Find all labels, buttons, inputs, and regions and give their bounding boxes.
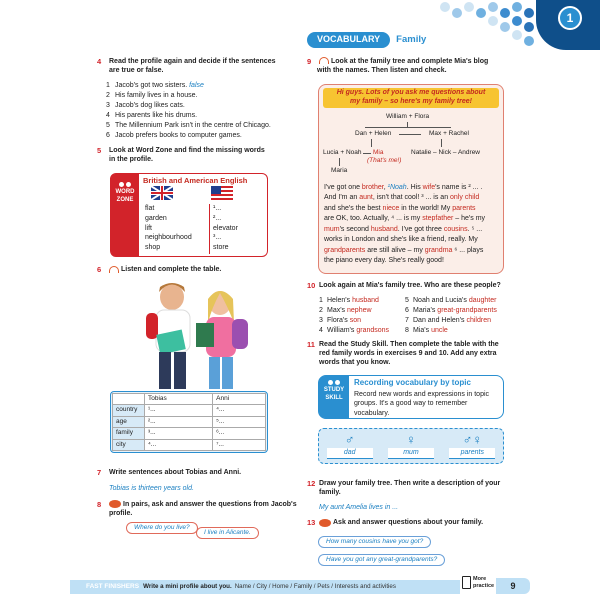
exercise-instruction: family. [319, 489, 341, 497]
table-column [449, 433, 495, 458]
header-decoration [430, 0, 600, 50]
speech-bubble-question: Have you got any great-grandparents? [318, 554, 445, 566]
british-word: neighbourhood [145, 234, 192, 242]
list-item: 2 Max's nephew [319, 306, 372, 314]
exercise-instruction: Listen and complete the table. [121, 266, 222, 274]
list-item: 5 The Millennium Park isn't in the centre of Chicago. [106, 121, 271, 129]
exercise-instruction: Read the Study Skill. Then complete the table with the [319, 341, 499, 348]
list-item: 6 Maria's great-grandparents [405, 306, 497, 314]
american-word: elevator [213, 224, 238, 232]
table-row: city ⁴... ⁷... [113, 439, 266, 450]
table-cell: dad [343, 449, 356, 457]
more-practice-link[interactable]: More practice [462, 576, 494, 589]
answer: false [189, 82, 204, 90]
exercise-number: 4 [97, 57, 102, 66]
fast-finishers-bar [70, 580, 460, 594]
word-zone-tab: WORD ZONE [111, 174, 139, 256]
table-row: family ³... ⁶... [113, 428, 266, 439]
exercise-11 [307, 340, 517, 367]
american-word: ²... [213, 214, 222, 222]
blog-box [318, 84, 504, 274]
exercise-instruction: Read the profile again and decide if the sentences [109, 58, 276, 65]
tree-node: William + Flora [386, 112, 430, 120]
blog-header: Hi guys. Lots of you ask me questions about my family – so here's my family tree! [323, 88, 499, 108]
study-skill-tab: STUDY SKILL [319, 376, 349, 418]
list-item: 4 William's grandsons [319, 327, 390, 335]
exercise-instruction: in the profile. [109, 156, 153, 164]
fast-finishers-topics: Name / City / Home / Family / Pets / Interests and activities [234, 582, 396, 590]
british-word: shop [145, 244, 161, 252]
british-word: garden [145, 214, 167, 222]
photo-tobias-anni [132, 277, 262, 389]
list-item: 6 Jacob prefers books to computer games. [106, 131, 242, 139]
exercise-8 [97, 500, 297, 518]
exercise-instruction: words that you know. [319, 359, 391, 367]
table-header: Anni [213, 394, 266, 405]
study-skill-title: Recording vocabulary by topic [354, 378, 471, 387]
blog-text: I've got one brother, ¹Noah. His wife's name is ² ... . And I'm an aunt, isn't that cool! ³ ... is an only child and she's the best niece in the world! My parents are OK, too. Actually, ⁴ ... is my stepfather – he's my mum's second husband. I've got three cousins. ⁵ ... works in London and she's like a friend, really. My grandparents are still alive – my grandma ⁶ ... plays the piano every day. She's really good! [324, 183, 486, 264]
unit-number: 1 [566, 11, 574, 25]
exercise-number: 12 [307, 479, 316, 488]
section-title: Family [396, 33, 427, 45]
table-header [113, 394, 145, 405]
us-flag-icon [211, 186, 233, 200]
list-item: 1 Helen's husband [319, 296, 379, 304]
british-word: lift [145, 224, 152, 232]
exercise-instruction: profile. [109, 510, 133, 518]
table-column [327, 433, 373, 458]
speaking-icon [319, 519, 331, 527]
exercise-number: 7 [97, 468, 102, 477]
exercise-number: 6 [97, 265, 102, 274]
study-skill-text: groups. It's a good way to remember vocabulary. [354, 400, 468, 417]
list-item: 2 His family lives in a house. [106, 92, 198, 100]
british-word: flat [145, 205, 155, 212]
table-cell: mum [403, 449, 419, 457]
uk-flag-icon [151, 186, 173, 200]
list-item: 1 Jacob's got two sisters. false [106, 82, 204, 90]
unit-badge [558, 6, 582, 30]
exercise-instruction: Ask and answer questions about your family. [333, 519, 484, 527]
table-cell: parents [460, 449, 484, 457]
exercise-10 [307, 281, 517, 336]
listen-icon[interactable] [109, 266, 119, 273]
exercise-number: 10 [307, 281, 316, 290]
exercise-number: 13 [307, 518, 316, 527]
table-row: age ²... ⁵... [113, 416, 266, 427]
study-skill-box [318, 375, 504, 419]
tree-note: (That's me!) [367, 156, 402, 164]
vocabulary-heading [307, 32, 426, 48]
exercise-instruction: Look at the family tree and complete Mia's blog [331, 58, 489, 65]
exercise-instruction: are true or false. [109, 67, 164, 75]
exercise-number: 5 [97, 146, 102, 155]
page-number: 9 [510, 581, 516, 591]
list-item: 3 Flora's son [319, 317, 362, 325]
exercise-4 [97, 57, 297, 141]
exercise-instruction: Look at Word Zone and find the missing words [109, 147, 265, 154]
list-item: 4 His parents like his drums. [106, 112, 198, 119]
american-word: ¹... [213, 205, 222, 212]
speech-bubble-question: How many cousins have you got? [318, 536, 431, 548]
word-zone-title: British and American English [143, 176, 248, 185]
study-skill-text: Record new words and expressions in topic [354, 391, 490, 399]
exercise-6 [97, 265, 297, 275]
male-icon: ♂ [344, 432, 355, 448]
example-answer: My aunt Amelia lives in ... [319, 504, 399, 512]
exercise-instruction: red family words in exercises 9 and 10. Add any extra [319, 350, 497, 358]
exercise-instruction: with the names. Then listen and check. [317, 67, 447, 75]
listen-icon[interactable] [319, 57, 329, 64]
exercise-instruction: Write sentences about Tobias and Anni. [109, 469, 242, 476]
female-icon: ♀ [406, 432, 416, 448]
vocabulary-pill: VOCABULARY [307, 32, 390, 48]
exercise-13 [307, 518, 517, 528]
tree-node: Dan + Helen [355, 129, 392, 137]
tree-node: Max + Rachel [429, 129, 469, 137]
exercise-9 [307, 57, 517, 75]
speech-bubble-question: Where do you live? [126, 522, 198, 534]
info-table [110, 391, 268, 453]
exercise-instruction: In pairs, ask and answer the questions from Jacob's [123, 501, 297, 508]
tree-node: Natalie – Nick – Andrew [411, 148, 481, 156]
exercise-number: 8 [97, 500, 102, 509]
word-zone-box [110, 173, 268, 257]
list-item: 8 Mia's uncle [405, 327, 448, 335]
male-female-icon: ♂♀ [462, 432, 483, 448]
fast-finishers-label: FAST FINISHERS [86, 582, 140, 590]
page-number-tab [496, 578, 530, 594]
gender-table [318, 428, 504, 464]
table-header: Tobias [145, 394, 213, 405]
family-tree [319, 111, 503, 179]
exercise-12 [307, 479, 517, 512]
american-word: ³... [213, 234, 222, 242]
tree-node: Lucia + Noah [323, 148, 362, 156]
exercise-number: 11 [307, 340, 315, 349]
american-word: store [213, 244, 229, 252]
list-item: 5 Noah and Lucia's daughter [405, 296, 497, 304]
list-item: 7 Dan and Helen's children [405, 317, 491, 325]
speaking-icon [109, 500, 121, 508]
exercise-5 [97, 146, 297, 164]
table-row: country ¹... ⁴... [113, 405, 266, 416]
exercise-number: 9 [307, 57, 312, 66]
example-answer: Tobias is thirteen years old. [109, 484, 194, 492]
table-column [388, 433, 434, 458]
exercise-instruction: Look again at Mia's family tree. Who are these people? [319, 282, 501, 289]
tree-node: Maria [331, 166, 348, 174]
tree-node-mia: Mia [373, 148, 384, 156]
list-item: 3 Jacob's dog likes cats. [106, 102, 185, 110]
exercise-7 [97, 468, 297, 493]
speech-bubble-answer: I live in Alicante. [196, 527, 259, 539]
fast-finishers-text: Write a mini profile about you. [143, 582, 232, 590]
workbook-icon [462, 576, 471, 589]
exercise-instruction: Draw your family tree. Then write a description of your [319, 480, 501, 487]
